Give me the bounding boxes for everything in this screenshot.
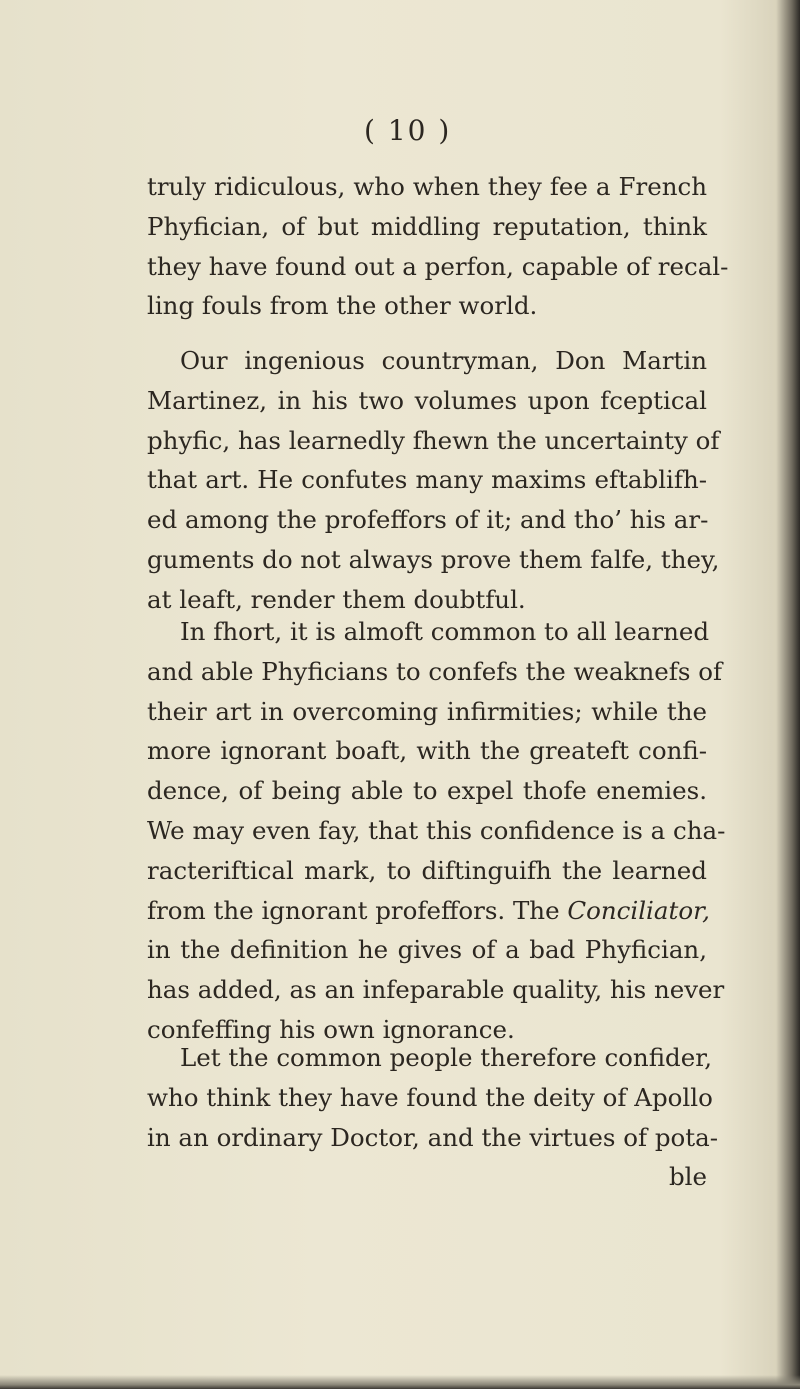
- text-line: Let the common people therefore confider,: [180, 1043, 713, 1072]
- paragraph-1: [147, 167, 729, 326]
- italic-title: Conciliator,: [567, 895, 710, 925]
- text-line: ling fouls from the other world.: [147, 291, 538, 321]
- text-line: truly ridiculous, who when they fee a French: [147, 172, 707, 201]
- text-line: [147, 891, 710, 931]
- catchword: ble: [668, 1162, 707, 1192]
- text-line: Phyfician, of but middling reputation, think: [147, 211, 707, 241]
- text-line: phyfic, has learnedly fhewn the uncertainty of: [147, 425, 720, 455]
- text-line: in the definition he gives of a bad Phyfician,: [147, 935, 707, 965]
- text-line: racteriftical mark, to diftinguifh the learned: [147, 855, 707, 885]
- paragraph-2: [147, 341, 720, 620]
- text-line: guments do not always prove them falfe, they,: [147, 544, 720, 574]
- text-segment: from the ignorant profeffors. The: [147, 895, 560, 925]
- text-line: and able Phyficians to confefs the weaknefs of: [147, 656, 723, 686]
- paragraph-3: [147, 612, 726, 1050]
- text-line: confeffing his own ignorance.: [147, 1014, 515, 1044]
- text-line: dence, of being able to expel thofe enemies.: [147, 776, 707, 806]
- text-line: We may even fay, that this confidence is a cha-: [147, 815, 726, 845]
- page-number: ( 10 ): [364, 114, 452, 147]
- text-line: in an ordinary Doctor, and the virtues of pota-: [147, 1122, 719, 1152]
- text-line: Martinez, in his two volumes upon fceptical: [147, 385, 707, 415]
- text-line: their art in overcoming infirmities; while the: [147, 696, 707, 726]
- text-line: has added, as an infeparable quality, his never: [147, 975, 725, 1005]
- text-line: they have found out a perfon, capable of recal-: [147, 251, 729, 281]
- text-line: In fhort, it is almoft common to all learned: [180, 617, 710, 646]
- text-line: who think they have found the deity of Apollo: [147, 1082, 713, 1112]
- text-line: at leaft, render them doubtful.: [147, 584, 526, 614]
- paragraph-4: [147, 1038, 719, 1197]
- text-line: Our ingenious countryman, Don Martin: [180, 346, 707, 375]
- text-line: more ignorant boaft, with the greateft confi-: [147, 736, 707, 766]
- text-line: ed among the profeffors of it; and tho’ his ar-: [147, 505, 709, 535]
- page-bottom-shadow: [0, 1375, 800, 1389]
- text-line: that art. He confutes many maxims eftablifh-: [147, 465, 707, 495]
